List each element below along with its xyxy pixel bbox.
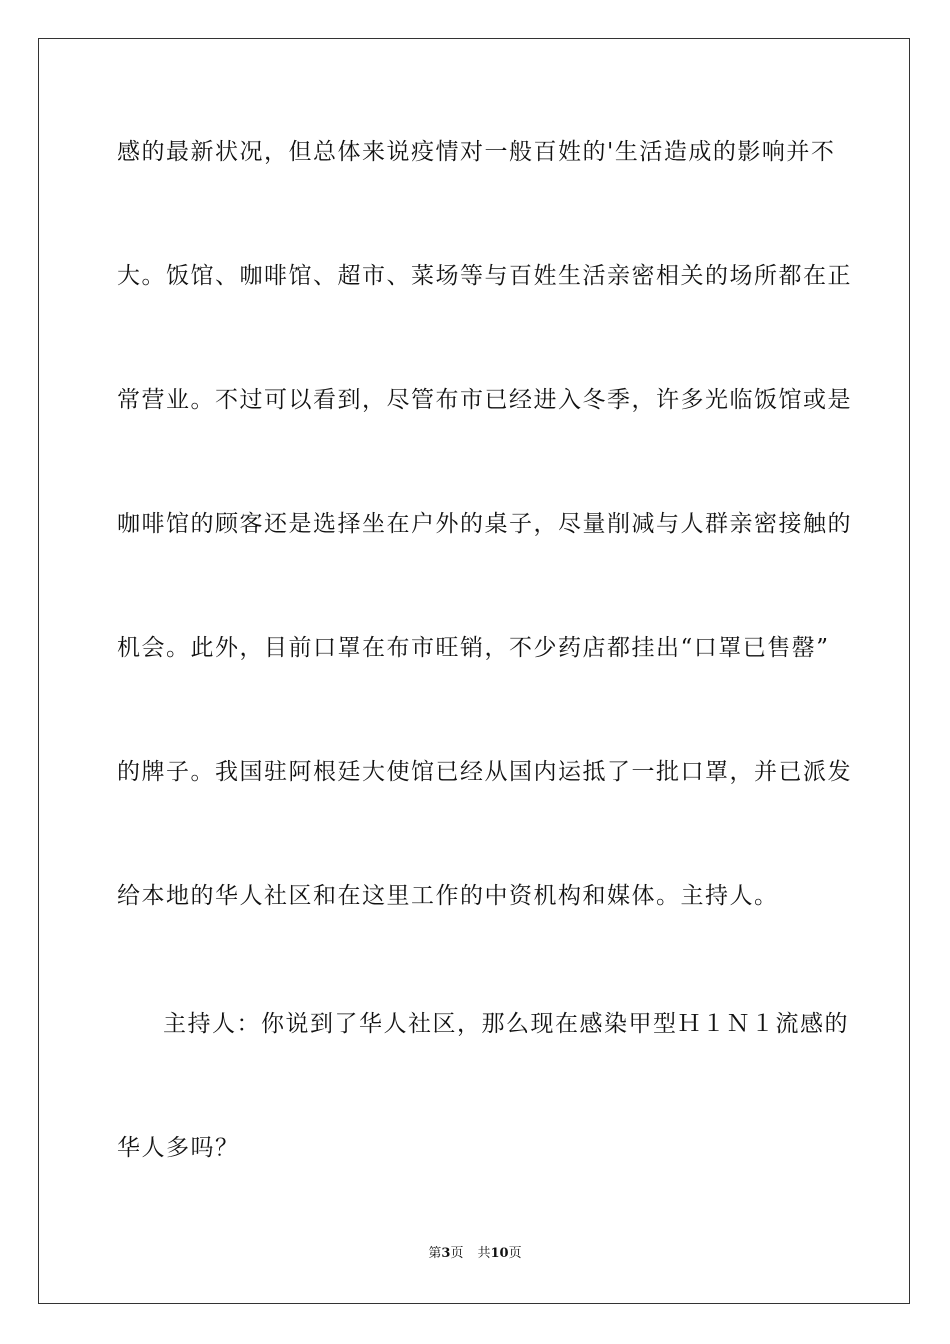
body-text-line: 给本地的华人社区和在这里工作的中资机构和媒体。主持人。	[117, 883, 779, 909]
body-text-line: 大。饭馆、咖啡馆、超市、菜场等与百姓生活亲密相关的场所都在正	[117, 263, 852, 289]
page-suffix: 页	[450, 1246, 464, 1261]
body-text-line: 华人多吗？	[117, 1135, 240, 1161]
total-suffix: 页	[508, 1246, 522, 1261]
page-number: 3	[441, 1246, 451, 1261]
body-text-line: 机会。此外，目前口罩在布市旺销，不少药店都挂出“口罩已售罄”	[117, 635, 830, 661]
body-text-line: 咖啡馆的顾客还是选择坐在户外的桌子，尽量削减与人群亲密接触的	[117, 511, 852, 537]
page-footer	[0, 1244, 950, 1264]
body-text-line: 的牌子。我国驻阿根廷大使馆已经从国内运抵了一批口罩，并已派发	[117, 759, 852, 785]
total-pages: 10	[490, 1246, 509, 1261]
body-text-line: 常营业。不过可以看到，尽管布市已经进入冬季，许多光临饭馆或是	[117, 387, 852, 413]
total-prefix: 共	[477, 1246, 491, 1261]
body-text-line: 主持人：你说到了华人社区，那么现在感染甲型Ｈ１Ｎ１流感的	[163, 1011, 849, 1037]
page-prefix: 第	[428, 1246, 442, 1261]
body-text-line: 感的最新状况，但总体来说疫情对一般百姓的'生活造成的影响并不	[117, 139, 836, 165]
page-border	[38, 38, 910, 1304]
